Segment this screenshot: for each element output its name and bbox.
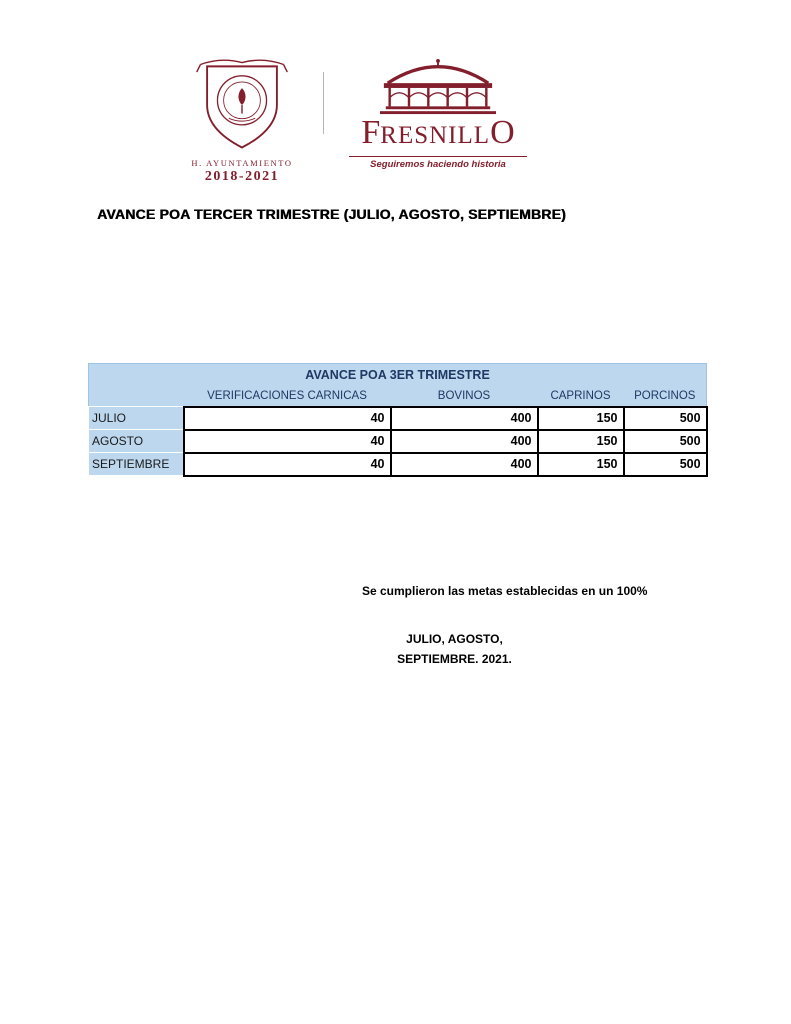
cell-value: 40 [184,430,391,453]
cell-value: 500 [624,453,707,476]
column-header-verificaciones-carnicas: VERIFICACIONES CARNICAS [184,387,391,407]
brand-wordmark [338,114,538,154]
table-title-row [89,364,707,387]
table-row-julio [89,407,707,430]
result-note: Se cumplieron las metas establecidas en un 100% [362,584,648,598]
city-crest-icon [194,56,290,156]
brand-letter-first: F [361,114,381,151]
crest-caption: H. AYUNTAMIENTO [191,158,293,168]
cell-value: 400 [391,407,538,430]
cell-value: 40 [184,407,391,430]
crest-years: 2018-2021 [204,169,280,184]
column-header-porcinos: PORCINOS [624,387,707,407]
brand-letter-last: O [490,114,515,151]
cell-value: 150 [538,407,624,430]
cell-value: 150 [538,453,624,476]
cell-value: 400 [391,453,538,476]
table-row-agosto [89,430,707,453]
table-header-row [89,387,707,407]
period-line-1: JULIO, AGOSTO, [406,632,503,646]
cell-value: 150 [538,430,624,453]
row-label: AGOSTO [89,430,184,453]
cell-value: 40 [184,453,391,476]
period-note [372,629,537,669]
cell-value: 500 [624,430,707,453]
column-header-caprinos: CAPRINOS [538,387,624,407]
logo-divider [323,72,324,134]
municipal-crest [190,56,294,185]
brand-logo [338,58,538,170]
period-line-2: SEPTIEMBRE. 2021. [397,652,512,666]
poa-table [88,363,708,477]
table-corner-cell [89,387,184,407]
row-label: JULIO [89,407,184,430]
cell-value: 400 [391,430,538,453]
brand-letters-mid: RESNILL [380,122,491,149]
table-row-septiembre [89,453,707,476]
column-header-bovinos: BOVINOS [391,387,538,407]
kiosco-icon [372,58,504,116]
cell-value: 500 [624,407,707,430]
brand-rule [349,156,527,157]
table-title: AVANCE POA 3ER TRIMESTRE [89,364,707,387]
row-label: SEPTIEMBRE [89,453,184,476]
brand-tagline: Seguiremos haciendo historia [370,159,506,170]
page-title: AVANCE POA TERCER TRIMESTRE (JULIO, AGOSTO, SEPTIEMBRE) [97,206,566,222]
